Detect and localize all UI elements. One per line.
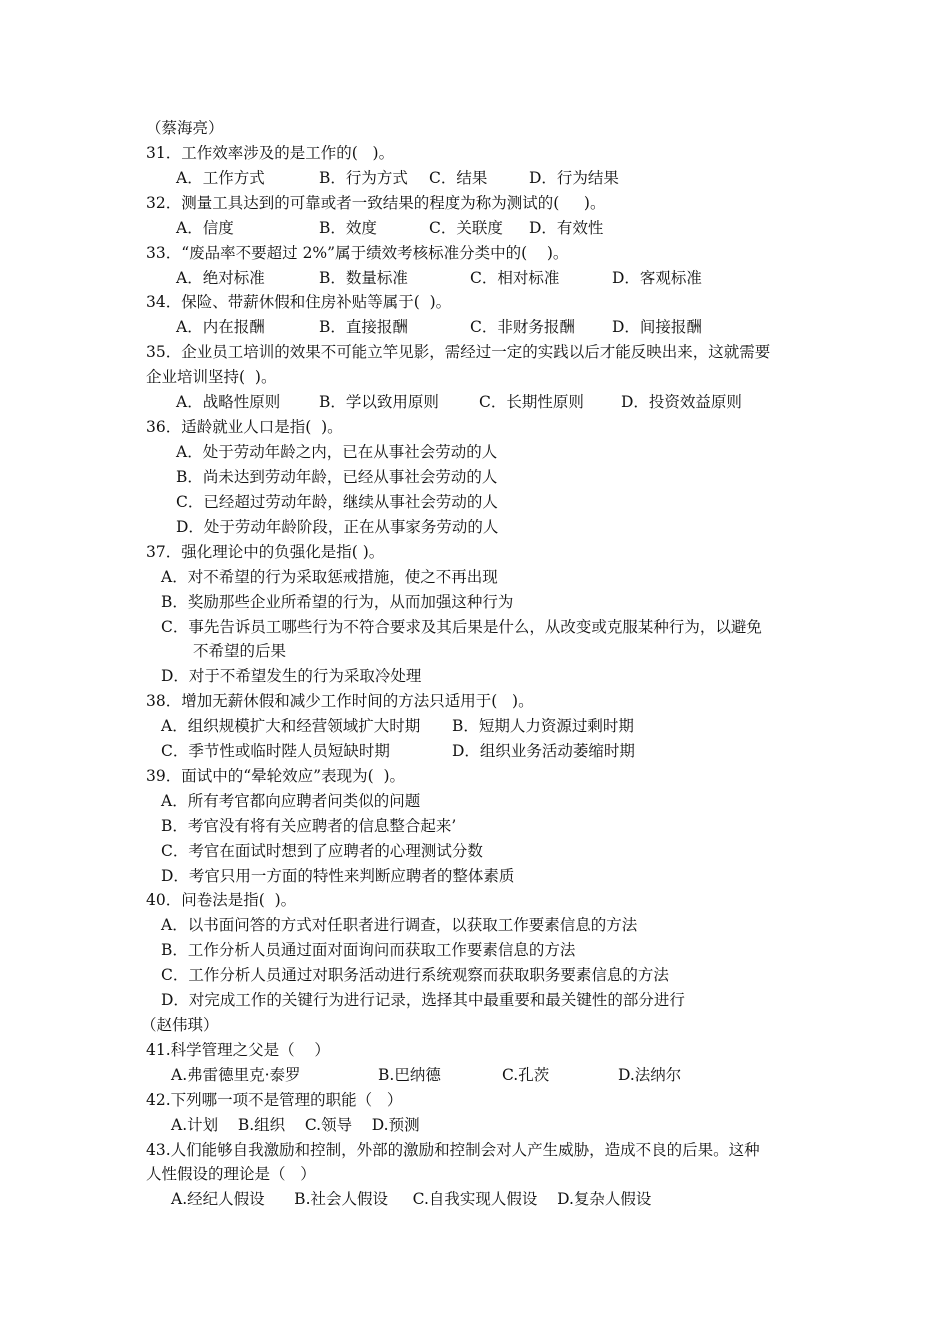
q42-options: A.计划 B.组织 C.领导 D.预测	[171, 1116, 420, 1134]
q37-option-d: D．对于不希望发生的行为采取冷处理	[161, 667, 422, 685]
q37-option-c-line2: 不希望的后果	[193, 642, 287, 660]
q34-option-b: B．直接报酬	[319, 318, 408, 336]
q41-option-a: A.弗雷德里克·泰罗	[171, 1066, 301, 1084]
section-author: （赵伟琪）	[141, 1016, 219, 1034]
question-40: 40．问卷法是指( )。	[146, 891, 297, 909]
q38-option-d: D．组织业务活动萎缩时期	[452, 742, 635, 760]
q33-option-a: A．绝对标准	[176, 269, 265, 287]
q33-option-b: B．数量标准	[319, 269, 408, 287]
q33-option-d: D．客观标准	[612, 269, 702, 287]
q36-option-b: B．尚未达到劳动年龄，已经从事社会劳动的人	[176, 468, 498, 486]
q41-option-d: D.法纳尔	[618, 1066, 682, 1084]
q35-option-c: C．长期性原则	[479, 393, 584, 411]
question-36: 36．适龄就业人口是指( )。	[146, 418, 343, 436]
q37-option-a: A．对不希望的行为采取惩戒措施，使之不再出现	[161, 568, 498, 586]
q35-option-a: A．战略性原则	[176, 393, 281, 411]
question-43-line1: 43.人们能够自我激励和控制，外部的激励和控制会对人产生威胁，造成不良的后果。这种	[146, 1141, 760, 1159]
q40-option-c: C．工作分析人员通过对职务活动进行系统观察而获取职务要素信息的方法	[161, 966, 669, 984]
q39-option-a: A．所有考官都向应聘者问类似的问题	[161, 792, 421, 810]
question-35-line2: 企业培训坚持( )。	[146, 368, 277, 386]
question-39: 39．面试中的“晕轮效应”表现为( )。	[146, 767, 406, 785]
q33-option-c: C．相对标准	[470, 269, 560, 287]
q31-option-d: D．行为结果	[529, 169, 619, 187]
q31-option-c: C．结果	[429, 169, 488, 187]
question-31: 31．工作效率涉及的是工作的( )。	[146, 144, 395, 162]
q32-option-d: D．有效性	[529, 219, 604, 237]
question-32: 32．测量工具达到的可靠或者一致结果的程度为称为测试的( )。	[146, 194, 606, 212]
q36-option-d: D．处于劳动年龄阶段，正在从事家务劳动的人	[176, 518, 499, 536]
q32-option-b: B．效度	[319, 219, 377, 237]
q38-option-b: B．短期人力资源过剩时期	[452, 717, 634, 735]
q36-option-c: C．已经超过劳动年龄，继续从事社会劳动的人	[176, 493, 498, 511]
q39-option-b: B．考官没有将有关应聘者的信息整合起来’	[161, 817, 457, 835]
q41-option-c: C.孔茨	[502, 1066, 550, 1084]
question-38: 38．增加无薪休假和减少工作时间的方法只适用于( )。	[146, 692, 534, 710]
q40-option-a: A．以书面问答的方式对任职者进行调查，以获取工作要素信息的方法	[161, 916, 638, 934]
q35-option-b: B．学以致用原则	[319, 393, 439, 411]
question-37: 37．强化理论中的负强化是指( )。	[146, 543, 385, 561]
section-author: （蔡海亮）	[146, 119, 224, 137]
q40-option-b: B．工作分析人员通过面对面询问而获取工作要素信息的方法	[161, 941, 576, 959]
q40-option-d: D．对完成工作的关键行为进行记录，选择其中最重要和最关键性的部分进行	[161, 991, 685, 1009]
q32-option-a: A．信度	[176, 219, 234, 237]
q36-option-a: A．处于劳动年龄之内，已在从事社会劳动的人	[176, 443, 498, 461]
question-43-line2: 人性假设的理论是（ ）	[146, 1165, 316, 1183]
question-35-line1: 35．企业员工培训的效果不可能立竿见影，需经过一定的实践以后才能反映出来，这就需要	[146, 343, 771, 361]
q31-option-a: A．工作方式	[176, 169, 265, 187]
q43-options: A.经纪人假设 B.社会人假设 C.自我实现人假设 D.复杂人假设	[171, 1190, 652, 1208]
q34-option-a: A．内在报酬	[176, 318, 265, 336]
q37-option-c-line1: C．事先告诉员工哪些行为不符合要求及其后果是什么，从改变或克服某种行为，以避免	[161, 618, 762, 636]
q31-option-b: B．行为方式	[319, 169, 408, 187]
q34-option-d: D．间接报酬	[612, 318, 702, 336]
question-41: 41.科学管理之父是（ ）	[146, 1041, 330, 1059]
q37-option-b: B．奖励那些企业所希望的行为，从而加强这种行为	[161, 593, 514, 611]
q41-option-b: B.巴纳德	[378, 1066, 441, 1084]
q39-option-d: D．考官只用一方面的特性来判断应聘者的整体素质	[161, 867, 515, 885]
q38-option-c: C．季节性或临时陛人员短缺时期	[161, 742, 390, 760]
q34-option-c: C．非财务报酬	[470, 318, 575, 336]
q38-option-a: A．组织规模扩大和经营领域扩大时期	[161, 717, 421, 735]
question-33: 33．“废品率不要超过 2%”属于绩效考核标准分类中的( )。	[146, 244, 569, 262]
q32-option-c: C．关联度	[429, 219, 503, 237]
question-34: 34．保险、带薪休假和住房补贴等属于( )。	[146, 293, 452, 311]
question-42: 42.下列哪一项不是管理的职能（ ）	[146, 1091, 403, 1109]
q39-option-c: C．考官在面试时想到了应聘者的心理测试分数	[161, 842, 483, 860]
q35-option-d: D．投资效益原则	[621, 393, 742, 411]
